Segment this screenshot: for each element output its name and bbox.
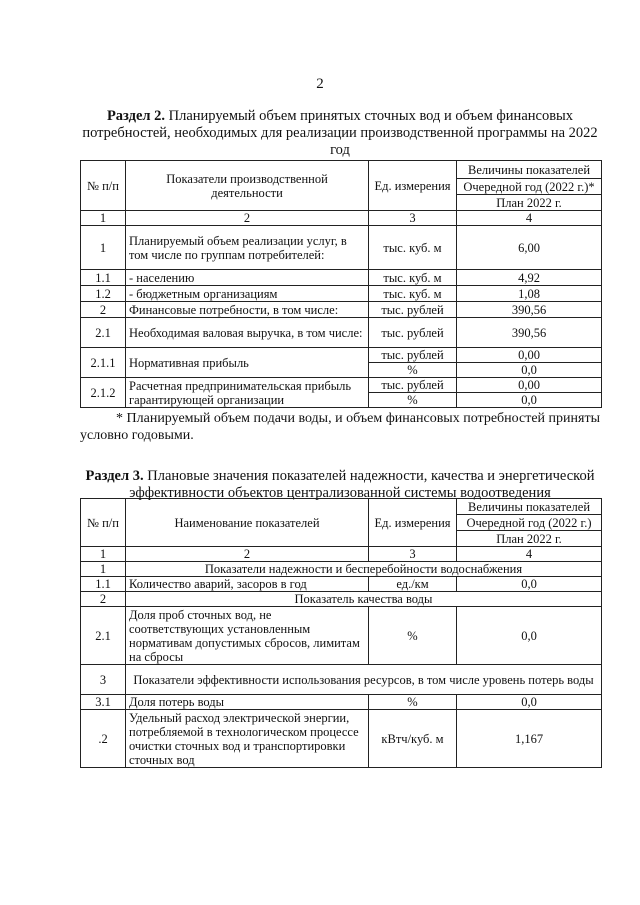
row-unit: тыс. куб. м: [369, 286, 457, 302]
group-title: Показатели надежности и бесперебойности водоснабжения: [126, 562, 602, 577]
header-unit: Ед. измерения: [369, 161, 457, 211]
header-values: Величины показателей: [457, 499, 602, 515]
footnote-text: * Планируемый объем подачи воды, и объем финансовых потребностей приняты условно годовыми.: [80, 411, 600, 443]
index-cell: 2: [126, 211, 369, 226]
row-name: Нормативная прибыль: [126, 348, 369, 378]
group-num: 1: [81, 562, 126, 577]
section-2-title-bold: Раздел 2.: [106, 108, 166, 124]
row-num: 1.2: [81, 286, 126, 302]
row-name: Количество аварий, засоров в год: [126, 577, 369, 592]
row-name: Расчетная предпринимательская прибыль гарантирующей организации: [126, 378, 369, 408]
header-year: Очередной год (2022 г.)*: [457, 179, 602, 195]
table-row: [81, 607, 602, 665]
row-value: 4,92: [457, 270, 602, 286]
table-row: [81, 226, 602, 270]
index-cell: 2: [126, 547, 369, 562]
row-name: Доля потерь воды: [126, 695, 369, 710]
group-row: [81, 665, 602, 695]
row-value: 6,00: [457, 226, 602, 270]
table-row: [81, 710, 602, 768]
row-name: Необходимая валовая выручка, в том числе:: [126, 318, 369, 348]
header-num: № п/п: [81, 161, 126, 211]
row-unit: ед./км: [369, 577, 457, 592]
row-unit: %: [369, 607, 457, 665]
index-cell: 4: [457, 547, 602, 562]
index-cell: 1: [81, 547, 126, 562]
section-2-table: [80, 160, 602, 408]
group-row: [81, 562, 602, 577]
table-row: [81, 286, 602, 302]
section-3-table: [80, 498, 602, 768]
group-row: [81, 592, 602, 607]
row-name: - населению: [126, 270, 369, 286]
row-num: 1.1: [81, 270, 126, 286]
table-row: [81, 695, 602, 710]
row-unit: тыс. рублей: [369, 318, 457, 348]
footnote: [80, 410, 600, 444]
section-2-title: [80, 108, 600, 159]
row-num: 2.1: [81, 607, 126, 665]
section-3-title: [80, 468, 600, 502]
index-cell: 3: [369, 211, 457, 226]
header-values: Величины показателей: [457, 161, 602, 179]
group-title: Показатель качества воды: [126, 592, 602, 607]
section-3-title-bold: Раздел 3.: [85, 468, 144, 484]
row-value: 390,56: [457, 318, 602, 348]
row-value: 1,167: [457, 710, 602, 768]
group-num: 3: [81, 665, 126, 695]
table-row: [81, 302, 602, 318]
header-name: Показатели производственной деятельности: [126, 161, 369, 211]
row-name: Финансовые потребности, в том числе:: [126, 302, 369, 318]
row-num: 2.1.1: [81, 348, 126, 378]
row-num: 1.1: [81, 577, 126, 592]
header-year: Очередной год (2022 г.): [457, 515, 602, 531]
row-unit: кВтч/куб. м: [369, 710, 457, 768]
row-num: .2: [81, 710, 126, 768]
row-unit: тыс. куб. м: [369, 270, 457, 286]
row-value: 0,0: [457, 607, 602, 665]
index-cell: 4: [457, 211, 602, 226]
table-row: [81, 318, 602, 348]
table-row: [81, 378, 602, 393]
row-unit: %: [369, 363, 457, 378]
page-number: 2: [316, 76, 324, 92]
row-unit: тыс. рублей: [369, 348, 457, 363]
row-value: 0,0: [457, 363, 602, 378]
row-num: 2.1: [81, 318, 126, 348]
section-2-title-text: Планируемый объем принятых сточных вод и объем финансовых потребностей, необходимых для реализации производственной программы на 2022 год: [82, 108, 598, 158]
row-value: 390,56: [457, 302, 602, 318]
row-num: 1: [81, 226, 126, 270]
row-name: Доля проб сточных вод, не соответствующих установленным нормативам допустимых сбросов, лимитам на сбросы: [126, 607, 369, 665]
table-row: [81, 348, 602, 363]
group-title: Показатели эффективности использования ресурсов, в том числе уровень потерь воды: [126, 665, 602, 695]
row-value: 0,0: [457, 577, 602, 592]
row-name: Удельный расход электрической энергии, потребляемой в технологическом процессе очистки сточных вод и транспортировки сточных вод: [126, 710, 369, 768]
section-3-title-text: Плановые значения показателей надежности, качества и энергетической эффективности объектов централизованной системы водоотведения: [129, 468, 595, 501]
header-name: Наименование показателей: [126, 499, 369, 547]
row-value: 0,00: [457, 348, 602, 363]
row-num: 2.1.2: [81, 378, 126, 408]
row-unit: тыс. рублей: [369, 378, 457, 393]
row-unit: %: [369, 695, 457, 710]
row-num: 2: [81, 302, 126, 318]
header-plan: План 2022 г.: [457, 531, 602, 547]
table-row: [81, 270, 602, 286]
header-unit: Ед. измерения: [369, 499, 457, 547]
row-num: 3.1: [81, 695, 126, 710]
row-value: 0,0: [457, 695, 602, 710]
table-row: [81, 577, 602, 592]
row-name: - бюджетным организациям: [126, 286, 369, 302]
row-value: 0,0: [457, 393, 602, 408]
row-unit: тыс. рублей: [369, 302, 457, 318]
header-num: № п/п: [81, 499, 126, 547]
row-value: 0,00: [457, 378, 602, 393]
index-cell: 3: [369, 547, 457, 562]
group-num: 2: [81, 592, 126, 607]
index-cell: 1: [81, 211, 126, 226]
row-value: 1,08: [457, 286, 602, 302]
row-unit: %: [369, 393, 457, 408]
row-unit: тыс. куб. м: [369, 226, 457, 270]
header-plan: План 2022 г.: [457, 195, 602, 211]
row-name: Планируемый объем реализации услуг, в том числе по группам потребителей:: [126, 226, 369, 270]
